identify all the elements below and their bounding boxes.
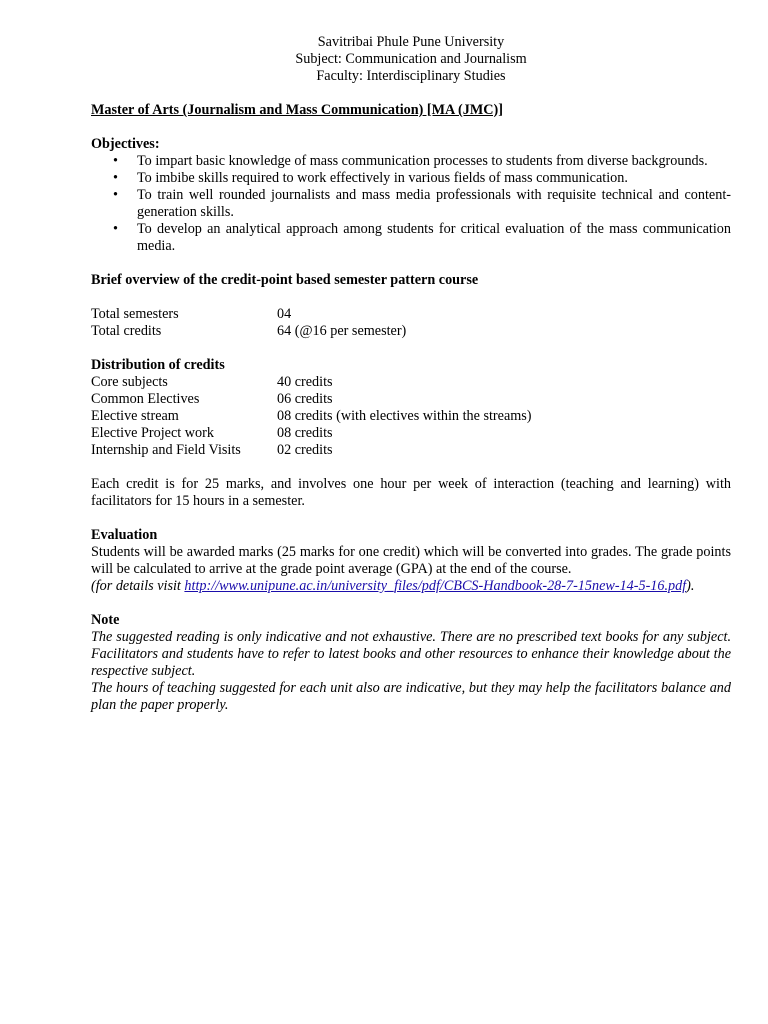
objective-item: • To train well rounded journalists and mass media professionals with requisite technical and content-generation skills. [137, 187, 731, 221]
details-suffix: ). [686, 578, 695, 594]
distribution-row [91, 374, 731, 391]
distribution-value: 06 credits [277, 391, 333, 407]
overview-row [91, 323, 731, 340]
handbook-link[interactable]: http://www.unipune.ac.in/university_files/pdf/CBCS-Handbook-28-7-15new-14-5-16.pdf [184, 578, 687, 594]
overview-value: 04 [277, 306, 292, 322]
distribution-label: Internship and Field Visits [91, 442, 241, 458]
objective-item: • To impart basic knowledge of mass communication processes to students from diverse backgrounds. [137, 153, 731, 170]
overview-value: 64 (@16 per semester) [277, 323, 407, 339]
note-paragraph: The hours of teaching suggested for each unit also are indicative, but they may help the facilitators balance and plan the paper properly. [91, 680, 731, 713]
university-name: Savitribai Phule Pune University [317, 34, 505, 50]
note-heading: Note [91, 612, 120, 628]
overview-label: Total credits [91, 323, 162, 339]
distribution-label: Core subjects [91, 374, 168, 390]
overview-row [91, 306, 731, 323]
details-prefix: (for details visit [91, 578, 185, 594]
distribution-row [91, 442, 731, 459]
credit-note: Each credit is for 25 marks, and involves one hour per week of interaction (teaching and learning) with facilitators for 15 hours in a semester. [91, 476, 731, 509]
distribution-label: Elective stream [91, 408, 179, 424]
note-paragraph: The suggested reading is only indicative and not exhaustive. There are no prescribed text books for any subject. Facilitators and students have to refer to latest books and other resources to enhance their knowledge about the respective subject. [91, 629, 731, 679]
distribution-value: 40 credits [277, 374, 333, 390]
objective-item: • To imbibe skills required to work effectively in various fields of mass communication. [137, 170, 731, 187]
distribution-heading: Distribution of credits [91, 357, 225, 373]
distribution-row [91, 408, 731, 425]
overview-heading: Brief overview of the credit-point based semester pattern course [91, 272, 479, 288]
distribution-row [91, 425, 731, 442]
distribution-value: 02 credits [277, 442, 333, 458]
distribution-label: Elective Project work [91, 425, 214, 441]
objectives-heading: Objectives: [91, 136, 160, 152]
evaluation-text: Students will be awarded marks (25 marks for one credit) which will be converted into grades. The grade points will be calculated to arrive at the grade point average (GPA) at the end of the course. [91, 544, 731, 577]
distribution-value: 08 credits [277, 425, 333, 441]
evaluation-details [91, 578, 731, 595]
distribution-label: Common Electives [91, 391, 200, 407]
evaluation-heading: Evaluation [91, 527, 158, 543]
faculty-line: Faculty: Interdisciplinary Studies [316, 68, 506, 84]
distribution-value: 08 credits (with electives within the streams) [277, 408, 532, 424]
objective-item: • To develop an analytical approach among students for critical evaluation of the mass communication media. [137, 221, 731, 255]
objectives-list [91, 153, 731, 255]
subject-line: Subject: Communication and Journalism [295, 51, 527, 67]
program-title: Master of Arts (Journalism and Mass Communication) [MA (JMC)] [91, 102, 503, 118]
document-header [91, 34, 731, 85]
overview-label: Total semesters [91, 306, 179, 322]
distribution-row [91, 391, 731, 408]
